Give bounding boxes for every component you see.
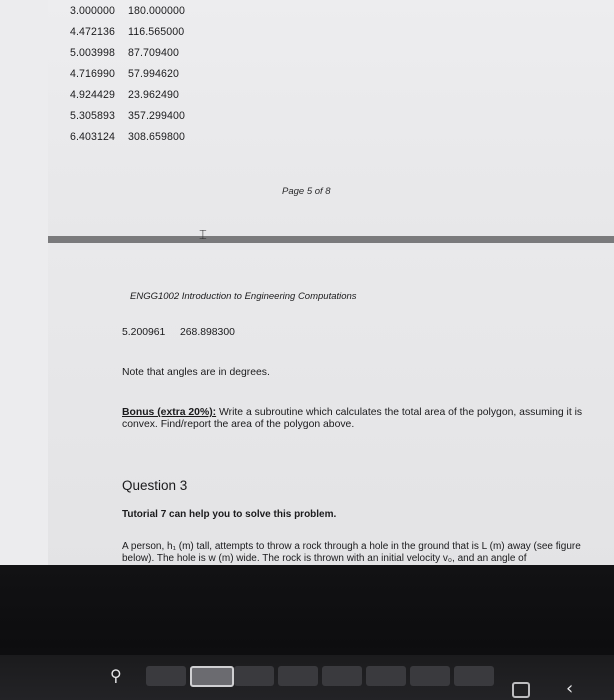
bonus-paragraph (122, 407, 602, 431)
cell-distance: 4.716990 (70, 68, 115, 80)
page-thumbnail[interactable] (322, 666, 362, 686)
page-thumbnail[interactable] (410, 666, 450, 686)
note-text: Note that angles are in degrees. (122, 367, 270, 378)
table-row (122, 327, 235, 339)
bonus-text: Write a subroutine which calculates the total area of the polygon, assuming it is convex. Find/report the area of the polygon above. (122, 407, 583, 430)
document-page-6 (48, 243, 614, 573)
cell-angle: 57.994620 (128, 68, 179, 80)
page-thumbnail-selected[interactable] (190, 666, 234, 687)
left-margin (0, 0, 48, 565)
cell-distance: 4.924429 (70, 89, 115, 101)
table-row (70, 47, 179, 59)
cell-angle: 180.000000 (128, 5, 185, 17)
table-row (70, 68, 179, 80)
text-cursor-icon: ⌶ (199, 228, 207, 243)
page-thumbnail[interactable] (454, 666, 494, 686)
bonus-label: Bonus (extra 20%): (122, 407, 217, 418)
cell-angle: 23.962490 (128, 89, 179, 101)
table-row (70, 26, 184, 38)
page-thumbnail[interactable] (278, 666, 318, 686)
question-title: Question 3 (122, 478, 188, 493)
page-divider (48, 236, 614, 243)
page-number: Page 5 of 8 (282, 186, 331, 197)
cell-angle: 116.565000 (128, 26, 185, 38)
question-body: A person, h₁ (m) tall, attempts to throw a rock through a hole in the ground that is L (m) away (see figure below). The hole is w (m) wide. The rock is thrown with an initial velocity v₀, and an angle of (122, 541, 581, 564)
tutorial-hint: Tutorial 7 can help you to solve this problem. (122, 509, 337, 520)
table-row (70, 5, 185, 17)
add-page-icon[interactable] (512, 682, 530, 698)
table-row (70, 110, 185, 122)
cell-distance: 5.003998 (70, 47, 115, 59)
back-icon[interactable]: ‹ (566, 678, 574, 699)
cell-distance: 3.000000 (70, 5, 115, 17)
cell-distance: 6.403124 (70, 131, 115, 143)
cell-angle: 87.709400 (128, 47, 179, 59)
cell-distance: 5.200961 (122, 327, 166, 338)
cell-angle: 308.659800 (128, 131, 185, 143)
cell-angle: 268.898300 (180, 327, 235, 338)
page-header: ENGG1002 Introduction to Engineering Computations (130, 291, 357, 302)
cell-distance: 4.472136 (70, 26, 115, 38)
table-row (70, 131, 185, 143)
search-icon[interactable]: ⚲ (110, 666, 122, 685)
page-thumbnail[interactable] (146, 666, 186, 686)
page-thumbnail[interactable] (234, 666, 274, 686)
page-thumbnail[interactable] (366, 666, 406, 686)
cell-distance: 5.305893 (70, 110, 115, 122)
table-row (70, 89, 179, 101)
cell-angle: 357.299400 (128, 110, 185, 122)
